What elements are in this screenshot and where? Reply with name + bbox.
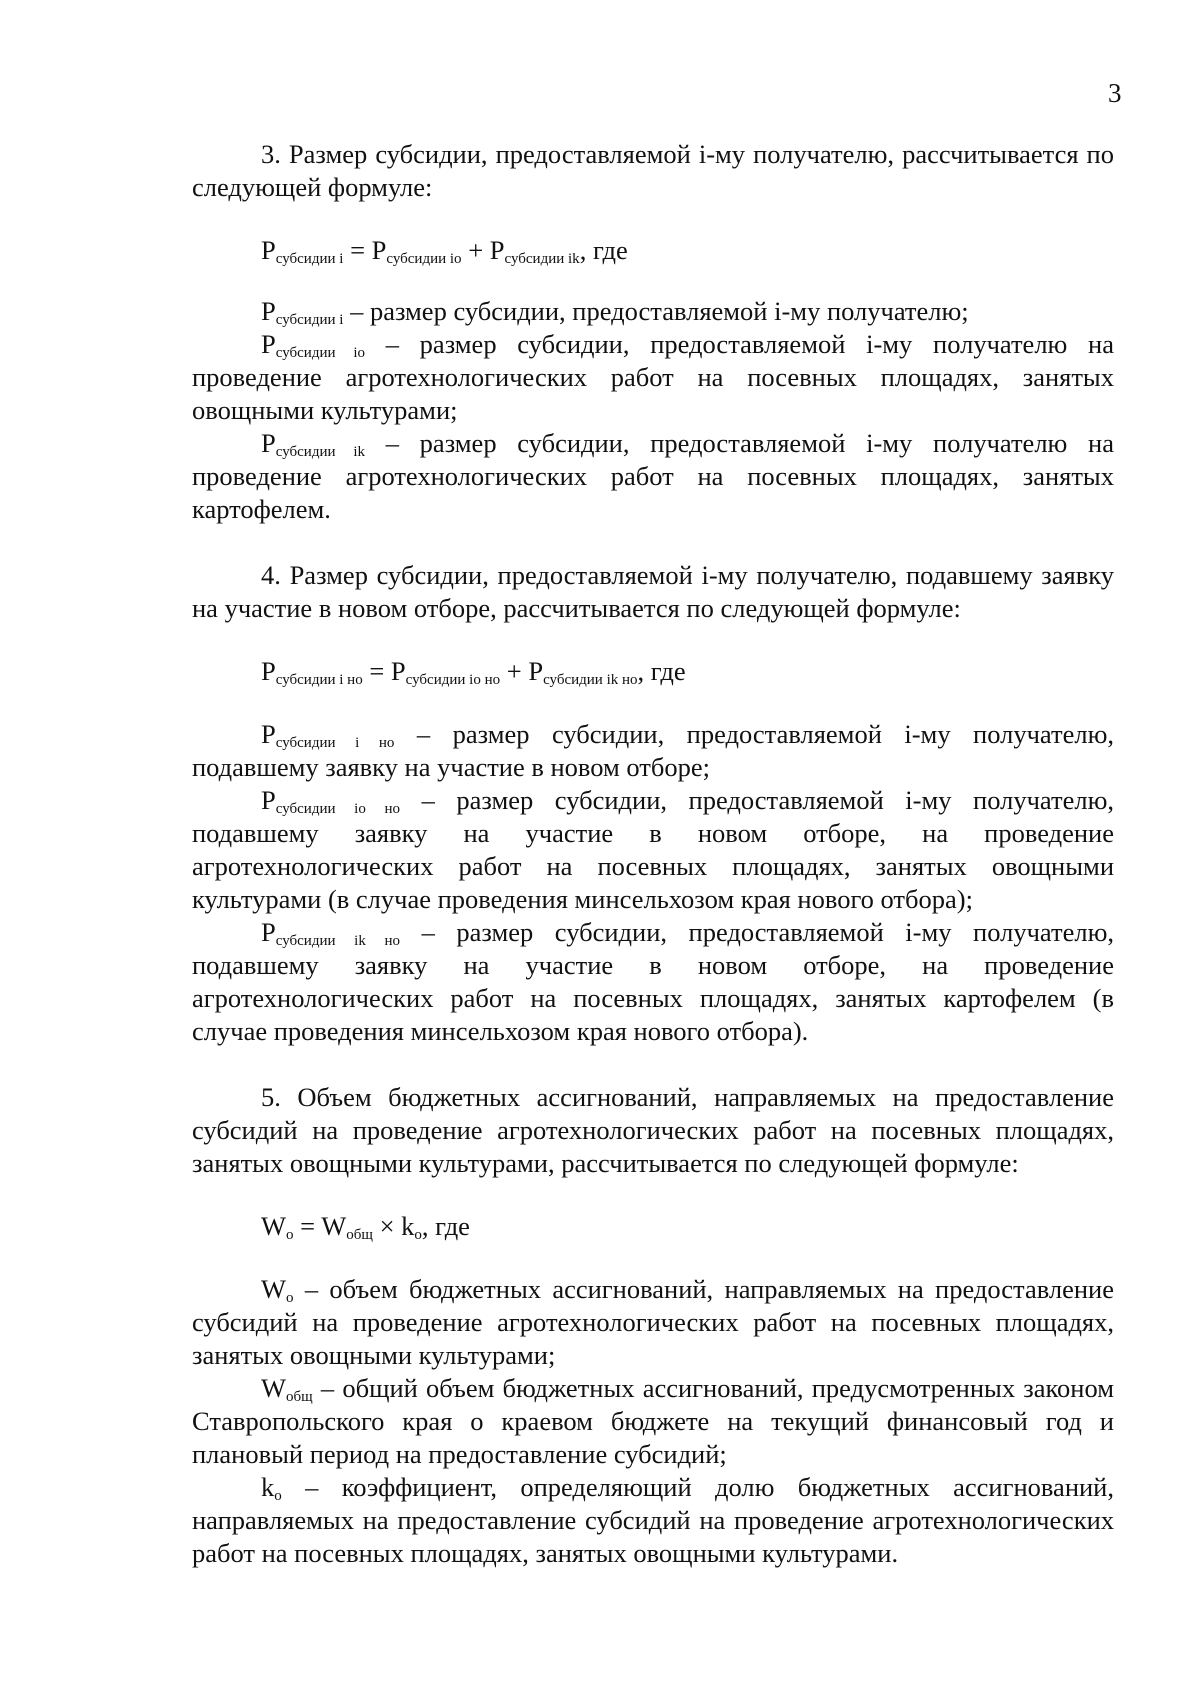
formula-3-lhs: W [261, 1211, 287, 1241]
definition-p-subsidy-io [192, 328, 1114, 427]
definition-subscript: субсидии io [275, 345, 366, 361]
definition-symbol: P [261, 428, 276, 458]
formula-1-term1-sub: субсидии io [386, 251, 462, 267]
formula-1-tail: , где [579, 235, 628, 265]
formula-2-lhs: P [261, 656, 276, 686]
definition-text: – общий объем бюджетных ассигнований, предусмотренных законом Ставропольского края о краевом бюджете на текущий финансовый год и плановый период на предоставление субсидий; [192, 1373, 1114, 1469]
formula-1-plus: + P [461, 235, 505, 265]
formula-3-lhs-sub: o [286, 1227, 294, 1243]
formula-1-lhs: P [261, 235, 276, 265]
section-4-intro: 4. Размер субсидии, предоставляемой i-му получателю, подавшему заявку на участие в новом отборе, рассчитывается по следующей формуле: [192, 560, 1114, 623]
definition-text: – объем бюджетных ассигнований, направляемых на предоставление субсидий на проведение агротехнологических работ на посевных площадях, занятых овощными культурами; [192, 1274, 1114, 1370]
definition-text: – размер субсидии, предоставляемой i-му получателю на проведение агротехнологических работ на посевных площадях, занятых овощными культурами; [192, 329, 1114, 425]
formula-2 [261, 655, 1114, 688]
definition-subscript: субсидии ik [275, 444, 366, 460]
formula-2-plus: + P [500, 656, 544, 686]
definition-w-o [192, 1273, 1114, 1372]
formula-1-lhs-sub: субсидии i [275, 251, 344, 267]
formula-1 [261, 234, 1114, 267]
definition-symbol: P [261, 917, 276, 947]
formula-1-eq: = P [343, 235, 387, 265]
definition-symbol: W [261, 1274, 287, 1304]
definition-symbol: P [261, 785, 276, 815]
definition-text: – размер субсидии, предоставляемой i-му получателю на проведение агротехнологических работ на посевных площадях, занятых картофелем. [192, 428, 1114, 524]
formula-2-tail: , где [637, 656, 686, 686]
definition-p-subsidy-ik [192, 427, 1114, 526]
document-body [192, 138, 1114, 1570]
definition-subscript: субсидии i [275, 312, 344, 328]
definition-text: – размер субсидии, предоставляемой i-му получателю; [343, 296, 969, 326]
formula-3-term2-sub: o [414, 1227, 422, 1243]
definition-subscript: общ [286, 1389, 313, 1405]
definition-subscript: субсидии ik но [275, 933, 401, 949]
section-3-intro: 3. Размер субсидии, предоставляемой i-му получателю, рассчитывается по следующей формуле: [192, 139, 1114, 202]
page-number: 3 [1108, 78, 1122, 108]
definition-subscript: субсидии i но [275, 735, 395, 751]
definition-subscript: субсидии io но [275, 801, 401, 817]
definition-symbol: P [261, 329, 276, 359]
definition-p-subsidy-ik-new [192, 916, 1114, 1048]
formula-2-term2-sub: субсидии ik но [543, 672, 638, 688]
formula-3-tail: , где [421, 1211, 470, 1241]
definition-subscript: o [274, 1488, 282, 1504]
formula-2-eq: = P [362, 656, 406, 686]
definition-symbol: k [261, 1472, 275, 1502]
definition-p-subsidy-io-new [192, 784, 1114, 916]
definition-text: – коэффициент, определяющий долю бюджетных ассигнований, направляемых на предоставление субсидий на проведение агротехнологических работ на посевных площадях, занятых овощными культурами. [192, 1472, 1114, 1568]
definition-text: – размер субсидии, предоставляемой i-му получателю, подавшему заявку на участие в новом отборе; [192, 719, 1114, 782]
formula-3 [261, 1210, 1114, 1243]
formula-2-term1-sub: субсидии io но [405, 672, 501, 688]
definition-text: – размер субсидии, предоставляемой i-му получателю, подавшему заявку на участие в новом отборе, на проведение агротехнологических работ на посевных площадях, занятых картофелем (в случае проведения минсельхозом края нового отбора). [192, 917, 1114, 1046]
definition-text: – размер субсидии, предоставляемой i-му получателю, подавшему заявку на участие в новом отборе, на проведение агротехнологических работ на посевных площадях, занятых овощными культурами (в случае проведения минсельхозом края нового отбора); [192, 785, 1114, 914]
definition-symbol: P [261, 719, 276, 749]
definition-k-o [192, 1471, 1114, 1570]
formula-3-term1-sub: общ [346, 1227, 373, 1243]
definition-symbol: P [261, 296, 276, 326]
definition-symbol: W [261, 1373, 287, 1403]
definition-subscript: o [286, 1290, 294, 1306]
definition-w-total [192, 1372, 1114, 1471]
formula-1-term2-sub: субсидии ik [504, 251, 580, 267]
section-5-intro: 5. Объем бюджетных ассигнований, направляемых на предоставление субсидий на проведение агротехнологических работ на посевных площадях, занятых овощными культурами, рассчитывается по следующей формуле: [192, 1082, 1114, 1178]
definition-p-subsidy-i [192, 295, 1114, 328]
formula-2-lhs-sub: субсидии i но [275, 672, 363, 688]
formula-3-eq: = W [293, 1211, 347, 1241]
definition-p-subsidy-i-new [192, 718, 1114, 784]
formula-3-times: × k [372, 1211, 415, 1241]
